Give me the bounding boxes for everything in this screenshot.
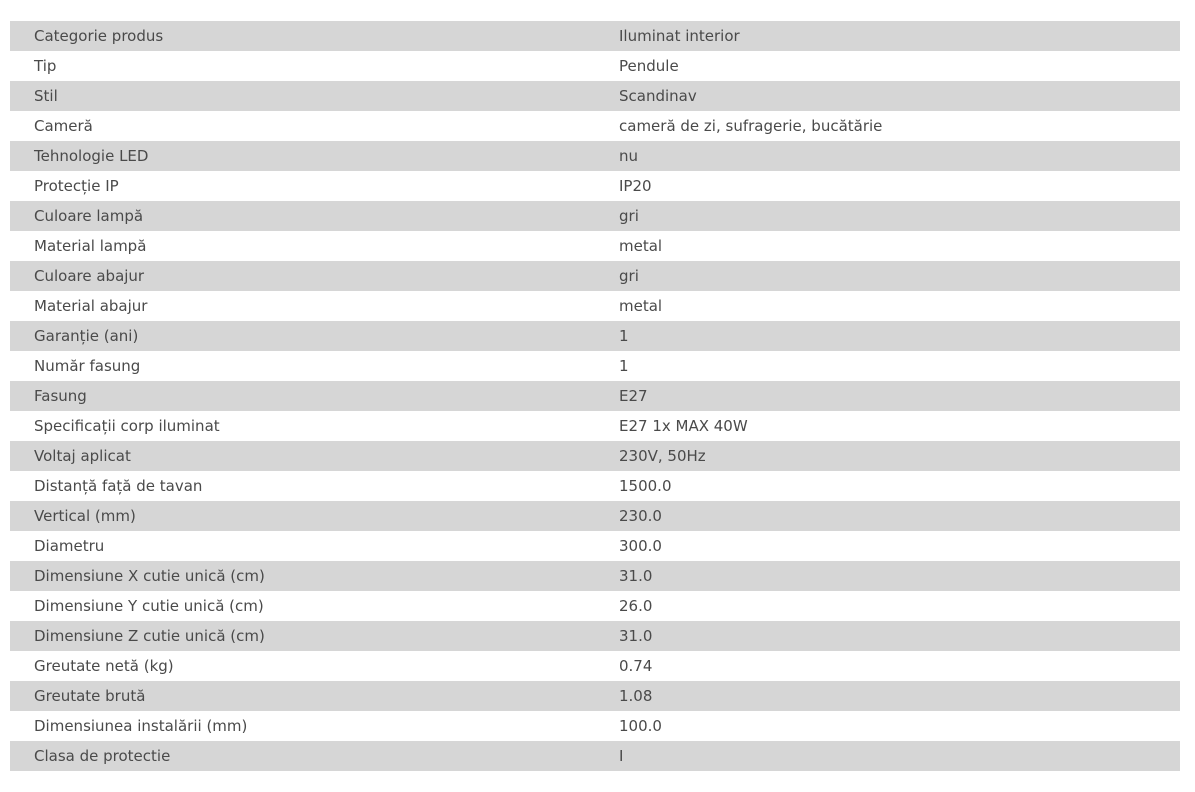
spec-value: E27 bbox=[619, 387, 648, 405]
spec-row bbox=[10, 561, 1180, 591]
spec-label: Dimensiune X cutie unică (cm) bbox=[34, 567, 265, 585]
spec-row bbox=[10, 21, 1180, 51]
spec-value: Iluminat interior bbox=[619, 27, 740, 45]
spec-label: Specificații corp iluminat bbox=[34, 417, 220, 435]
spec-table-body bbox=[10, 21, 1180, 771]
spec-row bbox=[10, 711, 1180, 741]
spec-label: Culoare lampă bbox=[34, 207, 144, 225]
spec-row bbox=[10, 531, 1180, 561]
spec-label: Număr fasung bbox=[34, 357, 141, 375]
spec-value: 31.0 bbox=[619, 567, 653, 585]
spec-label: Voltaj aplicat bbox=[34, 447, 131, 465]
spec-label: Distanță față de tavan bbox=[34, 477, 203, 495]
spec-row bbox=[10, 321, 1180, 351]
spec-row bbox=[10, 261, 1180, 291]
spec-label: Culoare abajur bbox=[34, 267, 145, 285]
spec-label: Diametru bbox=[34, 537, 105, 555]
spec-label: Tehnologie LED bbox=[34, 147, 149, 165]
spec-row bbox=[10, 81, 1180, 111]
spec-value: 0.74 bbox=[619, 657, 653, 675]
spec-row bbox=[10, 291, 1180, 321]
spec-label: Clasa de protectie bbox=[34, 747, 171, 765]
spec-value: 300.0 bbox=[619, 537, 662, 555]
spec-value: 26.0 bbox=[619, 597, 653, 615]
spec-row bbox=[10, 681, 1180, 711]
spec-value: 230.0 bbox=[619, 507, 662, 525]
spec-row bbox=[10, 201, 1180, 231]
spec-row bbox=[10, 471, 1180, 501]
spec-value: 1500.0 bbox=[619, 477, 672, 495]
product-specifications-table bbox=[10, 21, 1180, 771]
spec-value: gri bbox=[619, 267, 639, 285]
spec-row bbox=[10, 591, 1180, 621]
spec-value: nu bbox=[619, 147, 639, 165]
spec-label: Material lampă bbox=[34, 237, 147, 255]
spec-value: I bbox=[619, 747, 624, 765]
spec-row bbox=[10, 231, 1180, 261]
spec-row bbox=[10, 171, 1180, 201]
spec-label: Material abajur bbox=[34, 297, 148, 315]
spec-value: 230V, 50Hz bbox=[619, 447, 706, 465]
spec-value: 1 bbox=[619, 327, 629, 345]
spec-label: Protecție IP bbox=[34, 177, 119, 195]
spec-row bbox=[10, 141, 1180, 171]
spec-value: 1 bbox=[619, 357, 629, 375]
spec-value: IP20 bbox=[619, 177, 652, 195]
spec-value: metal bbox=[619, 237, 663, 255]
spec-value: 1.08 bbox=[619, 687, 653, 705]
spec-row bbox=[10, 441, 1180, 471]
spec-label: Tip bbox=[34, 57, 57, 75]
spec-label: Categorie produs bbox=[34, 27, 164, 45]
spec-row bbox=[10, 411, 1180, 441]
spec-value: Pendule bbox=[619, 57, 679, 75]
spec-value: 100.0 bbox=[619, 717, 662, 735]
spec-row bbox=[10, 501, 1180, 531]
spec-row bbox=[10, 111, 1180, 141]
spec-label: Dimensiune Z cutie unică (cm) bbox=[34, 627, 265, 645]
spec-value: metal bbox=[619, 297, 663, 315]
spec-label: Cameră bbox=[34, 117, 93, 135]
spec-label: Dimensiune Y cutie unică (cm) bbox=[34, 597, 264, 615]
spec-value: 31.0 bbox=[619, 627, 653, 645]
spec-value: cameră de zi, sufragerie, bucătărie bbox=[619, 117, 883, 135]
spec-value: Scandinav bbox=[619, 87, 697, 105]
spec-row bbox=[10, 381, 1180, 411]
spec-label: Stil bbox=[34, 87, 58, 105]
spec-label: Vertical (mm) bbox=[34, 507, 136, 525]
spec-row bbox=[10, 351, 1180, 381]
spec-label: Garanție (ani) bbox=[34, 327, 139, 345]
spec-row bbox=[10, 651, 1180, 681]
spec-value: gri bbox=[619, 207, 639, 225]
spec-label: Greutate netă (kg) bbox=[34, 657, 174, 675]
spec-row bbox=[10, 51, 1180, 81]
spec-label: Dimensiunea instalării (mm) bbox=[34, 717, 248, 735]
spec-label: Greutate brută bbox=[34, 687, 146, 705]
spec-value: E27 1x MAX 40W bbox=[619, 417, 748, 435]
spec-row bbox=[10, 741, 1180, 771]
spec-row bbox=[10, 621, 1180, 651]
spec-label: Fasung bbox=[34, 387, 87, 405]
